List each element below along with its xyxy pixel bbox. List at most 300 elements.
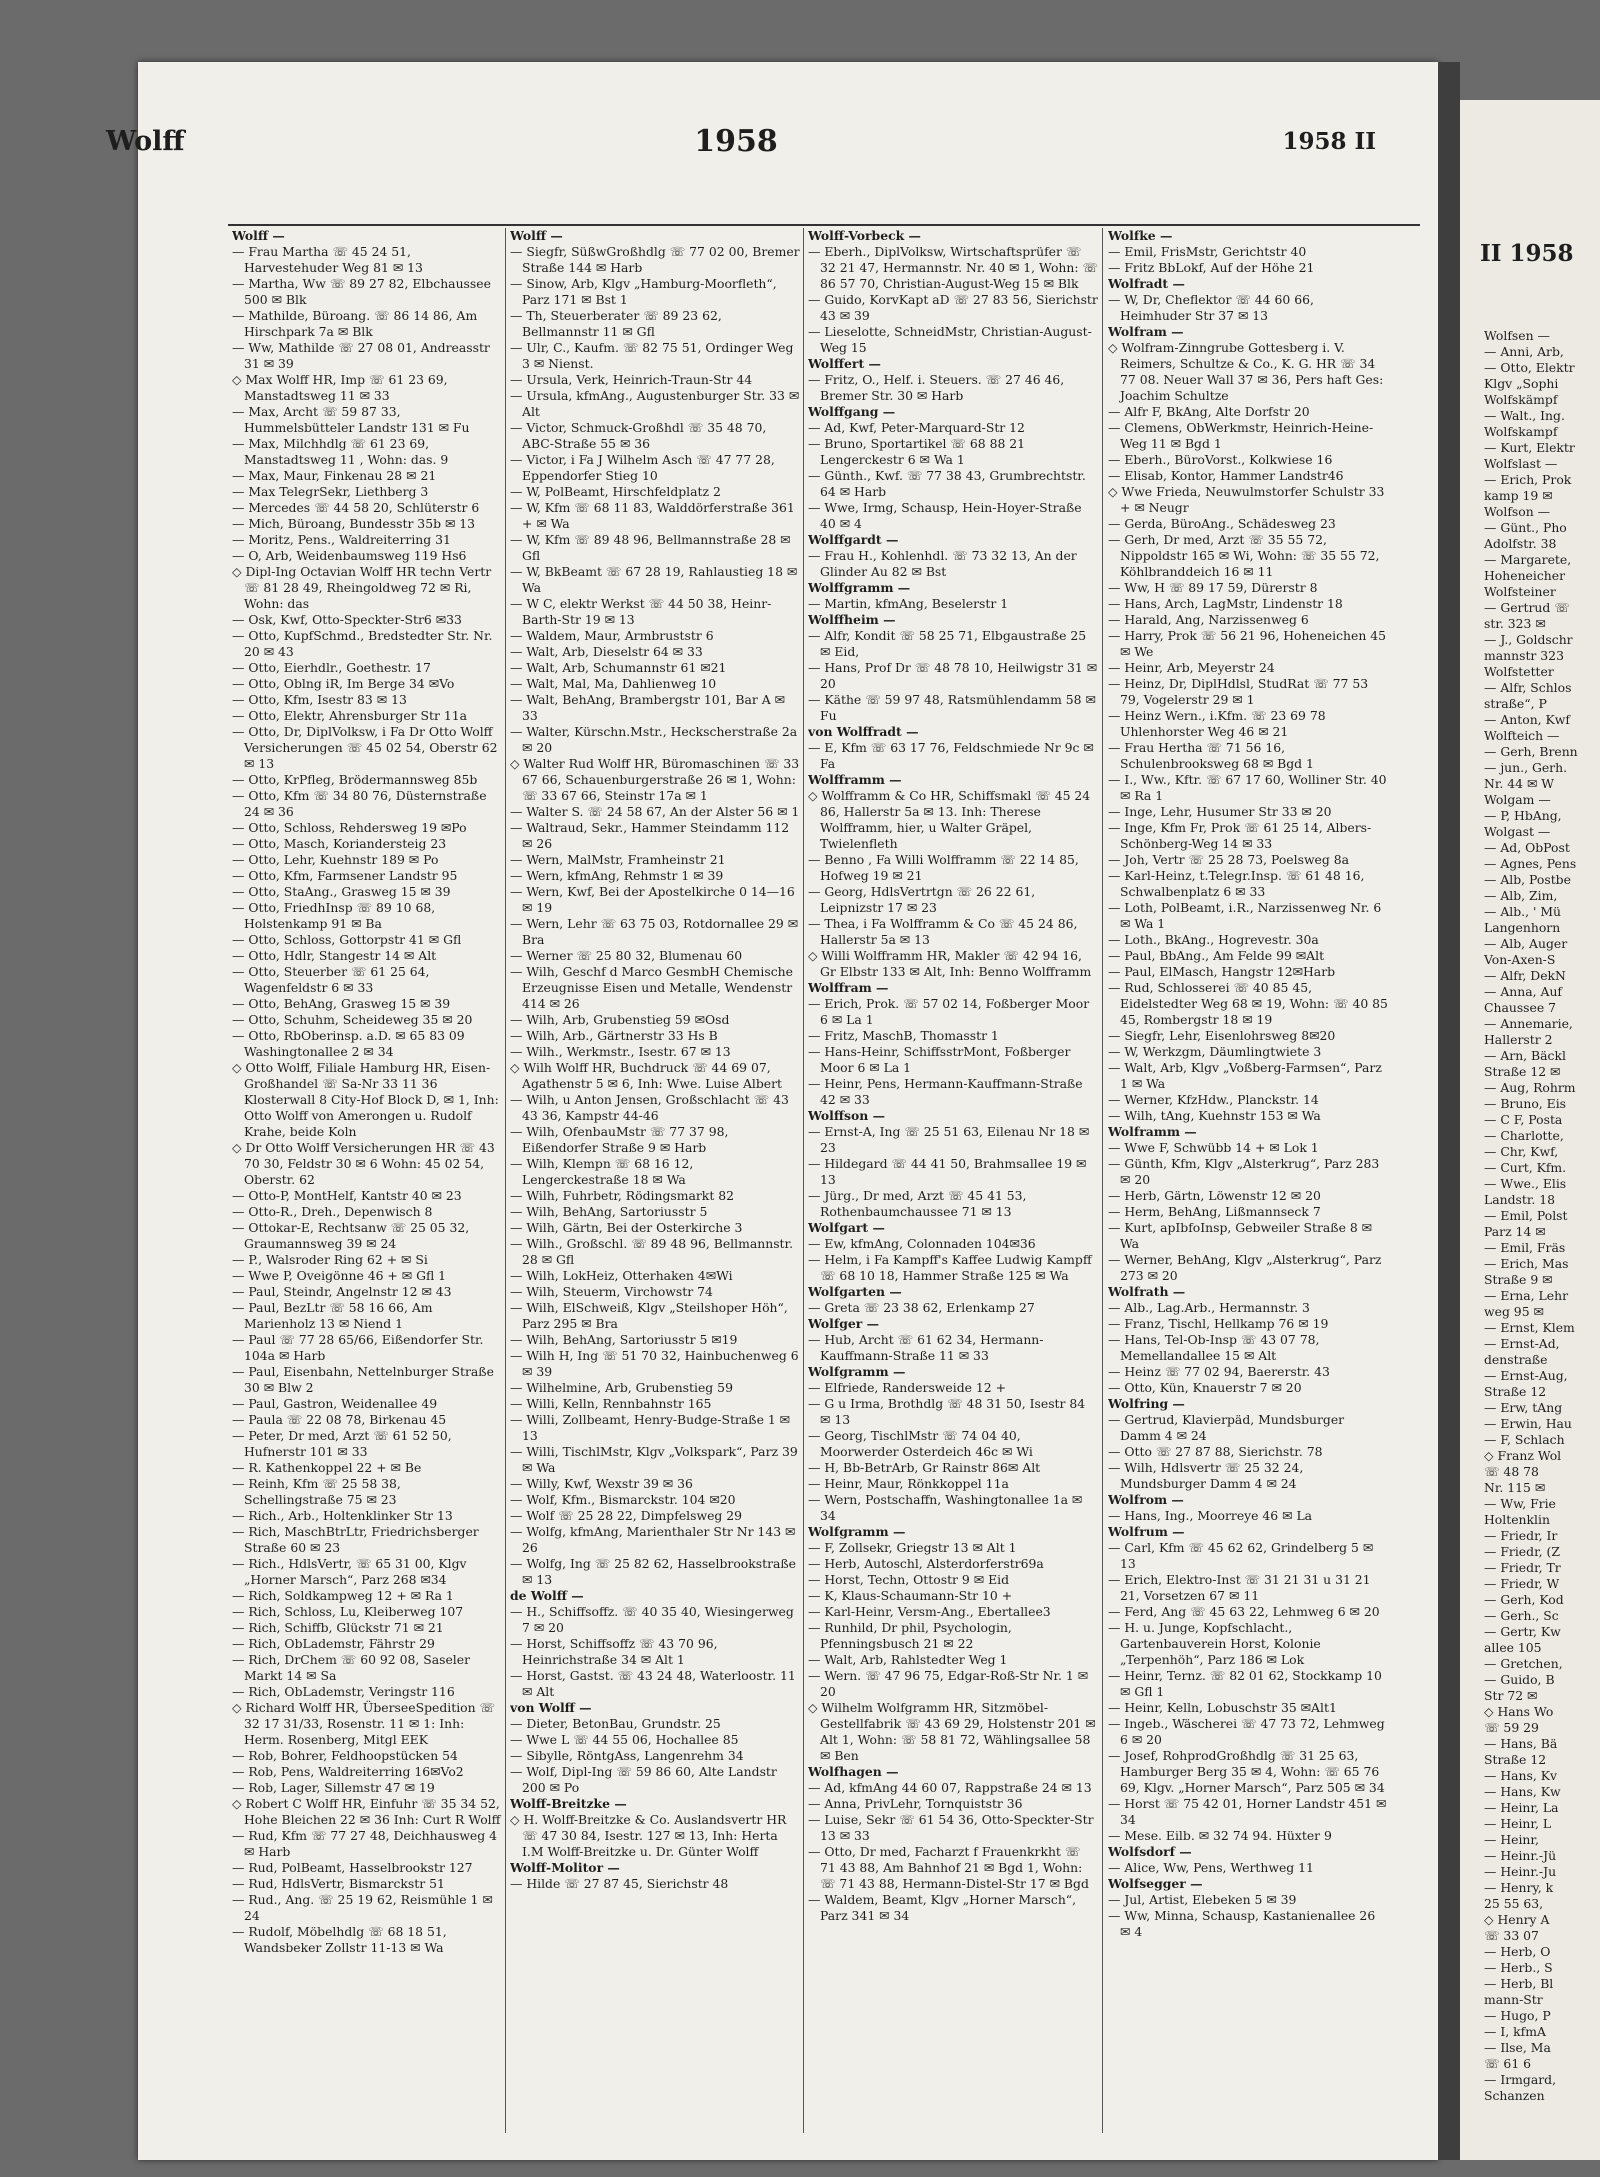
directory-entry: Wolfrum — bbox=[1108, 1524, 1185, 1539]
directory-entry: — Rob, Lager, Sillemstr 47 ✉ 19 bbox=[232, 1780, 435, 1795]
directory-entry: — Max, Maur, Finkenau 28 ✉ 21 bbox=[232, 468, 437, 483]
directory-entry: — Otto, Eierhdlr., Goethestr. 17 bbox=[232, 660, 431, 675]
directory-entry: — Wwe L ☏ 44 55 06, Hochallee 85 bbox=[510, 1732, 739, 1747]
directory-entry: — Elisab, Kontor, Hammer Landstr46 bbox=[1108, 468, 1344, 483]
directory-entry: — Otto, RbOberinsp. a.D. ✉ 65 83 09 Washingtonallee 2 ✉ 34 bbox=[232, 1028, 465, 1059]
directory-entry: — Mese. Eilb. ✉ 32 74 94. Hüxter 9 bbox=[1108, 1828, 1332, 1843]
directory-entry: Wolfsdorf — bbox=[1108, 1844, 1192, 1859]
directory-entry: — Fritz, O., Helf. i. Steuers. ☏ 27 46 46, Bremer Str. 30 ✉ Harb bbox=[808, 372, 1065, 403]
directory-entry: — Heinz, Dr, DiplHdlsl, StudRat ☏ 77 53 79, Vogelerstr 29 ✉ 1 bbox=[1108, 676, 1369, 707]
adjacent-page-entry: — C F, Posta bbox=[1484, 1112, 1563, 1127]
directory-entry: — Willi, Kelln, Rennbahnstr 165 bbox=[510, 1396, 712, 1411]
directory-entry: — Martin, kfmAng, Beselerstr 1 bbox=[808, 596, 1009, 611]
adjacent-page-entry: — F, Schlach bbox=[1484, 1432, 1565, 1447]
adjacent-page-entry: — Ad, ObPost bbox=[1484, 840, 1570, 855]
adjacent-page-entry: mann-Str bbox=[1484, 1992, 1543, 2007]
adjacent-page-entry: — Gerh, Kod bbox=[1484, 1592, 1564, 1607]
adjacent-page-entry: Adolfstr. 38 bbox=[1484, 536, 1557, 551]
directory-entry: — Ww, Mathilde ☏ 27 08 01, Andreasstr 31 ✉ 39 bbox=[232, 340, 490, 371]
adjacent-page-entry: — Heinr, La bbox=[1484, 1800, 1559, 1815]
directory-entry: — Wilh, Gärtn, Bei der Osterkirche 3 bbox=[510, 1220, 743, 1235]
directory-entry: — Wwe F, Schwübb 14 + ✉ Lok 1 bbox=[1108, 1140, 1319, 1155]
adjacent-page-entry: str. 323 ✉ bbox=[1484, 616, 1546, 631]
directory-entry: ◇ Dipl-Ing Octavian Wolff HR techn Vertr ☏ 81 28 49, Rheingoldweg 72 ✉ Ri, Wohn: das bbox=[232, 564, 492, 611]
directory-entry: — W, Dr, Cheflektor ☏ 44 60 66, Heimhuder Str 37 ✉ 13 bbox=[1108, 292, 1314, 323]
directory-entry: — Victor, i Fa J Wilhelm Asch ☏ 47 77 28, Eppendorfer Stieg 10 bbox=[510, 452, 775, 483]
directory-entry: — Ew, kfmAng, Colonnaden 104✉36 bbox=[808, 1236, 1036, 1251]
directory-entry: — Alfr, Kondit ☏ 58 25 71, Elbgaustraße 25 ✉ Eid, bbox=[808, 628, 1087, 659]
adjacent-page-entry: Nr. 44 ✉ W bbox=[1484, 776, 1555, 791]
directory-entry: Wolffert — bbox=[808, 356, 881, 371]
directory-entry: — Wolf, Kfm., Bismarckstr. 104 ✉20 bbox=[510, 1492, 736, 1507]
directory-entry: — Max, Milchhdlg ☏ 61 23 69, Manstadtsweg 11 , Wohn: das. 9 bbox=[232, 436, 449, 467]
adjacent-page-entry: Schanzen bbox=[1484, 2088, 1545, 2103]
directory-entry: — Walt, Arb, Dieselstr 64 ✉ 33 bbox=[510, 644, 703, 659]
column-divider bbox=[1102, 228, 1103, 2133]
directory-entry: — Otto, Schloss, Gottorpstr 41 ✉ Gfl bbox=[232, 932, 462, 947]
directory-entry: — Waltraud, Sekr., Hammer Steindamm 112 ✉ 26 bbox=[510, 820, 790, 851]
directory-entry: — Wolf, Dipl-Ing ☏ 59 86 60, Alte Landstr 200 ✉ Po bbox=[510, 1764, 777, 1795]
directory-entry: — Paul ☏ 77 28 65/66, Eißendorfer Str. 104a ✉ Harb bbox=[232, 1332, 484, 1363]
directory-entry: — Werner ☏ 25 80 32, Blumenau 60 bbox=[510, 948, 743, 963]
adjacent-page-entry: — Guido, B bbox=[1484, 1672, 1555, 1687]
directory-entry: — Ferd, Ang ☏ 45 63 22, Lehmweg 6 ✉ 20 bbox=[1108, 1604, 1380, 1619]
directory-entry: — Wilh, OfenbauMstr ☏ 77 37 98, Eißendorfer Straße 9 ✉ Harb bbox=[510, 1124, 729, 1155]
adjacent-page-entry: denstraße bbox=[1484, 1352, 1548, 1367]
adjacent-page-entry: — Herb, Bl bbox=[1484, 1976, 1554, 1991]
directory-entry: — Erich, Elektro-Inst ☏ 31 21 31 u 31 21 21, Vorsetzen 67 ✉ 11 bbox=[1108, 1572, 1371, 1603]
directory-entry: — Sibylle, RöntgAss, Langenrehm 34 bbox=[510, 1748, 744, 1763]
directory-entry: — Rich, Schloss, Lu, Kleiberweg 107 bbox=[232, 1604, 464, 1619]
directory-entry: — Hans, Tel-Ob-Insp ☏ 43 07 78, Memellandallee 15 ✉ Alt bbox=[1108, 1332, 1320, 1363]
directory-entry: ◇ Wilh Wolff HR, Buchdruck ☏ 44 69 07, Agathenstr 5 ✉ 6, Inh: Wwe. Luise Albert bbox=[510, 1060, 783, 1091]
adjacent-page-entry: ◇ Henry A bbox=[1484, 1912, 1550, 1927]
adjacent-page-entry: — Chr, Kwf, bbox=[1484, 1144, 1559, 1159]
directory-entry: — Eberh., BüroVorst., Kolkwiese 16 bbox=[1108, 452, 1333, 467]
directory-entry: — Wilh, Arb., Gärtnerstr 33 Hs B bbox=[510, 1028, 718, 1043]
directory-entry: Wolffheim — bbox=[808, 612, 896, 627]
directory-entry: — Otto, Dr med, Facharzt f Frauenkrkht ☏ 71 43 88, Am Bahnhof 21 ✉ Bgd 1, Wohn: ☏ 71 43 88, Hermann-Distel-Str 17 ✉ Bgd bbox=[808, 1844, 1089, 1891]
directory-entry: — Wilh, Hdlsvertr ☏ 25 32 24, Mundsburger Damm 4 ✉ 24 bbox=[1108, 1460, 1304, 1491]
header-volume: 1958 II bbox=[1282, 128, 1376, 155]
directory-entry: — Alb., Lag.Arb., Hermannstr. 3 bbox=[1108, 1300, 1310, 1315]
adjacent-page-entry: ☏ 59 29 bbox=[1484, 1720, 1539, 1735]
adjacent-page-entry: — Walt., Ing. bbox=[1484, 408, 1565, 423]
directory-entry: Wolff — bbox=[232, 228, 285, 243]
adjacent-page-entry: — Anna, Auf bbox=[1484, 984, 1563, 999]
adjacent-page-entry: — Kurt, Elektr bbox=[1484, 440, 1575, 455]
directory-entry: — Greta ☏ 23 38 62, Erlenkamp 27 bbox=[808, 1300, 1035, 1315]
directory-entry: — Wern, Lehr ☏ 63 75 03, Rotdornallee 29 ✉ Bra bbox=[510, 916, 799, 947]
directory-entry: — Inge, Kfm Fr, Prok ☏ 61 25 14, Albers-Schönberg-Weg 14 ✉ 33 bbox=[1108, 820, 1372, 851]
column-4 bbox=[1108, 228, 1388, 2138]
directory-entry: — Gerh, Dr med, Arzt ☏ 35 55 72, Nippoldstr 165 ✉ Wi, Wohn: ☏ 35 55 72, Köhlbranddeich 16 ✉ 11 bbox=[1108, 532, 1380, 579]
directory-entry: — Alfr F, BkAng, Alte Dorfstr 20 bbox=[1108, 404, 1310, 419]
adjacent-page-entry: — Alfr, DekN bbox=[1484, 968, 1566, 983]
adjacent-page-entry: weg 95 ✉ bbox=[1484, 1304, 1544, 1319]
directory-entry: — Siegfr, Lehr, Eisenlohrsweg 8✉20 bbox=[1108, 1028, 1336, 1043]
directory-entry: — Otto, StaAng., Grasweg 15 ✉ 39 bbox=[232, 884, 451, 899]
directory-entry: — Victor, Schmuck-Großhdl ☏ 35 48 70, ABC-Straße 55 ✉ 36 bbox=[510, 420, 767, 451]
directory-entry: — Paul, ElMasch, Hangstr 12✉Harb bbox=[1108, 964, 1336, 979]
adjacent-page-entry: — Margarete, bbox=[1484, 552, 1572, 567]
directory-entry: — Otto, Kün, Knauerstr 7 ✉ 20 bbox=[1108, 1380, 1302, 1395]
adjacent-page-entry: — Annemarie, bbox=[1484, 1016, 1573, 1031]
directory-entry: — Rud, Kfm ☏ 77 27 48, Deichhausweg 4 ✉ Harb bbox=[232, 1828, 498, 1859]
directory-entry: — Wern, MalMstr, Framheinstr 21 bbox=[510, 852, 726, 867]
directory-entry: Wolffgardt — bbox=[808, 532, 899, 547]
directory-entry: — Sinow, Arb, Klgv „Hamburg-Moorfleth“, Parz 171 ✉ Bst 1 bbox=[510, 276, 777, 307]
directory-entry: — Wilh, BehAng, Sartoriusstr 5 ✉19 bbox=[510, 1332, 738, 1347]
adjacent-page-entry: Hoheneicher bbox=[1484, 568, 1566, 583]
directory-entry: — Georg, HdlsVertrtgn ☏ 26 22 61, Leipnizstr 17 ✉ 23 bbox=[808, 884, 1036, 915]
adjacent-page-entry: Von-Axen-S bbox=[1484, 952, 1556, 967]
adjacent-page-entry: Klgv „Sophi bbox=[1484, 376, 1559, 391]
column-3 bbox=[808, 228, 1098, 2138]
directory-entry: — Gerda, BüroAng., Schädesweg 23 bbox=[1108, 516, 1336, 531]
adjacent-page-entry: — Herb, O bbox=[1484, 1944, 1551, 1959]
directory-entry: ◇ Otto Wolff, Filiale Hamburg HR, Eisen-Großhandel ☏ Sa-Nr 33 11 36 Klosterwall 8 City-Hof Block D, ✉ 1, Inh: Otto Wolff von Amerongen u. Rudolf Krahe, beide Koln bbox=[232, 1060, 499, 1139]
directory-entry: Wolfframm — bbox=[808, 772, 902, 787]
directory-entry: — Otto, FriedhInsp ☏ 89 10 68, Holstenkamp 91 ✉ Ba bbox=[232, 900, 436, 931]
directory-entry: von Wolffradt — bbox=[808, 724, 919, 739]
directory-entry: — Heinr, Arb, Meyerstr 24 bbox=[1108, 660, 1275, 675]
directory-entry: — Walt, BehAng, Brambergstr 101, Bar A ✉ 33 bbox=[510, 692, 785, 723]
directory-entry: ◇ Robert C Wolff HR, Einfuhr ☏ 35 34 52, Hohe Bleichen 22 ✉ 36 Inh: Curt R Wolff bbox=[232, 1796, 501, 1827]
adjacent-page-entry: — Emil, Polst bbox=[1484, 1208, 1568, 1223]
directory-entry: — Karl-Heinr, Versm-Ang., Ebertallee3 bbox=[808, 1604, 1051, 1619]
directory-entry: Wolfger — bbox=[808, 1316, 879, 1331]
directory-entry: Wolfgarten — bbox=[808, 1284, 902, 1299]
adjacent-page-entry: Wolfslast — bbox=[1484, 456, 1558, 471]
directory-entry: — Wilh, BehAng, Sartoriusstr 5 bbox=[510, 1204, 708, 1219]
directory-entry: — Rich, Soldkampweg 12 + ✉ Ra 1 bbox=[232, 1588, 454, 1603]
directory-entry: Wolfsegger — bbox=[1108, 1876, 1203, 1891]
directory-entry: — Paul, BbAng., Am Felde 99 ✉Alt bbox=[1108, 948, 1325, 963]
directory-entry: — Günth., Kwf. ☏ 77 38 43, Grumbrechtstr. 64 ✉ Harb bbox=[808, 468, 1086, 499]
directory-entry: Wolff-Vorbeck — bbox=[808, 228, 921, 243]
directory-entry: Wolfke — bbox=[1108, 228, 1173, 243]
directory-entry: — Hildegard ☏ 44 41 50, Brahmsallee 19 ✉ 13 bbox=[808, 1156, 1087, 1187]
directory-entry: — Horst ☏ 75 42 01, Horner Landstr 451 ✉ 34 bbox=[1108, 1796, 1387, 1827]
adjacent-page-entry: Straße 12 bbox=[1484, 1384, 1547, 1399]
directory-entry: — Otto, Masch, Koriandersteig 23 bbox=[232, 836, 447, 851]
directory-entry: — Heinr, Maur, Rönkkoppel 11a bbox=[808, 1476, 1009, 1491]
directory-entry: — Wilh., Großschl. ☏ 89 48 96, Bellmannstr. 28 ✉ Gfl bbox=[510, 1236, 794, 1267]
directory-entry: — Kurt, apIbfoInsp, Gebweiler Straße 8 ✉ Wa bbox=[1108, 1220, 1373, 1251]
directory-entry: — Wilh, Arb, Grubenstieg 59 ✉Osd bbox=[510, 1012, 730, 1027]
adjacent-page-entry: — Heinr.-Jü bbox=[1484, 1848, 1557, 1863]
adjacent-page-entry: — Hugo, P bbox=[1484, 2008, 1551, 2023]
directory-entry: — H., Schiffsoffz. ☏ 40 35 40, Wiesingerweg 7 ✉ 20 bbox=[510, 1604, 794, 1635]
directory-entry: — I., Ww., Kftr. ☏ 67 17 60, Wolliner Str. 40 ✉ Ra 1 bbox=[1108, 772, 1387, 803]
directory-entry: — Max, Archt ☏ 59 87 33, Hummelsbütteler Landstr 131 ✉ Fu bbox=[232, 404, 470, 435]
adjacent-page-entry: Wolfson — bbox=[1484, 504, 1551, 519]
directory-entry: — Rudolf, Möbelhdlg ☏ 68 18 51, Wandsbeker Zollstr 11-13 ✉ Wa bbox=[232, 1924, 447, 1955]
directory-entry: — Loth, PolBeamt, i.R., Narzissenweg Nr. 6 ✉ Wa 1 bbox=[1108, 900, 1382, 931]
directory-entry: — W, PolBeamt, Hirschfeldplatz 2 bbox=[510, 484, 721, 499]
directory-entry: — Dieter, BetonBau, Grundstr. 25 bbox=[510, 1716, 721, 1731]
adjacent-page-entry: — Heinr, L bbox=[1484, 1816, 1552, 1831]
directory-entry: — Waldem, Beamt, Klgv „Horner Marsch“, Parz 341 ✉ 34 bbox=[808, 1892, 1077, 1923]
adjacent-page-entry: — Gerh., Sc bbox=[1484, 1608, 1559, 1623]
directory-entry: — Heinr, Kelln, Lobuschstr 35 ✉Alt1 bbox=[1108, 1700, 1337, 1715]
adjacent-page-entry: — jun., Gerh. bbox=[1484, 760, 1568, 775]
adjacent-page-entry: — Alb, Auger bbox=[1484, 936, 1568, 951]
directory-entry: Wolfram — bbox=[1108, 324, 1184, 339]
directory-entry: — Wilh H, Ing ☏ 51 70 32, Hainbuchenweg 6 ✉ 39 bbox=[510, 1348, 799, 1379]
directory-entry: — Otto, Lehr, Kuehnstr 189 ✉ Po bbox=[232, 852, 439, 867]
directory-entry: — Anna, PrivLehr, Tornquiststr 36 bbox=[808, 1796, 1023, 1811]
directory-entry: — Herb, Gärtn, Löwenstr 12 ✉ 20 bbox=[1108, 1188, 1321, 1203]
adjacent-page-entry: straße“, P bbox=[1484, 696, 1547, 711]
directory-entry: — Rich., HdlsVertr, ☏ 65 31 00, Klgv „Horner Marsch“, Parz 268 ✉34 bbox=[232, 1556, 467, 1587]
directory-entry: — Frau Martha ☏ 45 24 51, Harvestehuder Weg 81 ✉ 13 bbox=[232, 244, 423, 275]
directory-entry: ◇ Wwe Frieda, Neuwulmstorfer Schulstr 33 + ✉ Neugr bbox=[1108, 484, 1385, 515]
directory-entry: — Wilh, LokHeiz, Otterhaken 4✉Wi bbox=[510, 1268, 733, 1283]
directory-entry: — Ingeb., Wäscherei ☏ 47 73 72, Lehmweg 6 ✉ 20 bbox=[1108, 1716, 1385, 1747]
directory-entry: — Heinz Wern., i.Kfm. ☏ 23 69 78 Uhlenhorster Weg 46 ✉ 21 bbox=[1108, 708, 1326, 739]
directory-entry: — Horst, Gastst. ☏ 43 24 48, Waterloostr. 11 ✉ Alt bbox=[510, 1668, 796, 1699]
directory-entry: — O, Arb, Weidenbaumsweg 119 Hs6 bbox=[232, 548, 467, 563]
directory-entry: — Wilh, Klempn ☏ 68 16 12, Lengerckestraße 18 ✉ Wa bbox=[510, 1156, 694, 1187]
directory-entry: — Alice, Ww, Pens, Werthweg 11 bbox=[1108, 1860, 1314, 1875]
adjacent-page-entry: — Alb., ' Mü bbox=[1484, 904, 1561, 919]
directory-entry: — Ursula, Verk, Heinrich-Traun-Str 44 bbox=[510, 372, 753, 387]
directory-entry: — Willi, TischlMstr, Klgv „Volkspark“, Parz 39 ✉ Wa bbox=[510, 1444, 798, 1475]
adjacent-page-entry: — Ww, Frie bbox=[1484, 1496, 1556, 1511]
directory-entry: — Georg, TischlMstr ☏ 74 04 40, Moorwerder Osterdeich 46c ✉ Wi bbox=[808, 1428, 1033, 1459]
directory-entry: — Paul, BezLtr ☏ 58 16 66, Am Marienholz 13 ✉ Niend 1 bbox=[232, 1300, 433, 1331]
adjacent-page-entry: Wolgast — bbox=[1484, 824, 1551, 839]
directory-entry: — Carl, Kfm ☏ 45 62 62, Grindelberg 5 ✉ 13 bbox=[1108, 1540, 1374, 1571]
adjacent-page-entry: Wolfstetter bbox=[1484, 664, 1554, 679]
directory-entry: — Wwe, Irmg, Schausp, Hein-Hoyer-Straße 40 ✉ 4 bbox=[808, 500, 1082, 531]
directory-entry: — Rich, Schiffb, Glückstr 71 ✉ 21 bbox=[232, 1620, 444, 1635]
directory-entry: — Otto, Dr, DiplVolksw, i Fa Dr Otto Wolff Versicherungen ☏ 45 02 54, Oberstr 62 ✉ 13 bbox=[232, 724, 498, 771]
adjacent-page-entry: Str 72 ✉ bbox=[1484, 1688, 1538, 1703]
directory-entry: — Thea, i Fa Wolfframm & Co ☏ 45 24 86, Hallerstr 5a ✉ 13 bbox=[808, 916, 1078, 947]
directory-entry: — W, Kfm ☏ 89 48 96, Bellmannstraße 28 ✉ Gfl bbox=[510, 532, 791, 563]
directory-entry: — Mathilde, Büroang. ☏ 86 14 86, Am Hirschpark 7a ✉ Blk bbox=[232, 308, 478, 339]
directory-entry: — Runhild, Dr phil, Psychologin, Pfenningsbusch 21 ✉ 22 bbox=[808, 1620, 1012, 1651]
adjacent-page-entry: — Erna, Lehr bbox=[1484, 1288, 1569, 1303]
directory-entry: Wolfgart — bbox=[808, 1220, 885, 1235]
adjacent-page-entry: — Gretchen, bbox=[1484, 1656, 1563, 1671]
directory-entry: — Willi, Zollbeamt, Henry-Budge-Straße 1 ✉ 13 bbox=[510, 1412, 791, 1443]
directory-entry: — Willy, Kwf, Wexstr 39 ✉ 36 bbox=[510, 1476, 693, 1491]
column-divider bbox=[803, 228, 804, 2133]
directory-entry: — Max TelegrSekr, Liethberg 3 bbox=[232, 484, 429, 499]
directory-entry: — Eberh., DiplVolksw, Wirtschaftsprüfer ☏ 32 21 47, Hermannstr. Nr. 40 ✉ 1, Wohn: ☏ 86 57 70, Christian-August-Weg 15 ✉ Blk bbox=[808, 244, 1098, 291]
directory-entry: — Wolfg, kfmAng, Marienthaler Str Nr 143 ✉ 26 bbox=[510, 1524, 796, 1555]
directory-entry: — W C, elektr Werkst ☏ 44 50 38, Heinr-Barth-Str 19 ✉ 13 bbox=[510, 596, 772, 627]
directory-entry: — Paul, Steindr, Angelnstr 12 ✉ 43 bbox=[232, 1284, 452, 1299]
directory-entry: — Ottokar-E, Rechtsanw ☏ 25 05 32, Graumannsweg 39 ✉ 24 bbox=[232, 1220, 470, 1251]
adjacent-page-entry: Straße 9 ✉ bbox=[1484, 1272, 1553, 1287]
directory-entry: — Harry, Prok ☏ 56 21 96, Hoheneichen 45 ✉ We bbox=[1108, 628, 1387, 659]
adjacent-page-entry: — Alb, Postbe bbox=[1484, 872, 1571, 887]
directory-entry: — Frau Hertha ☏ 71 56 16, Schulenbrooksweg 68 ✉ Bgd 1 bbox=[1108, 740, 1314, 771]
directory-entry: — Benno , Fa Willi Wolfframm ☏ 22 14 85, Hofweg 19 ✉ 21 bbox=[808, 852, 1079, 883]
directory-entry: — Wern. ☏ 47 96 75, Edgar-Roß-Str Nr. 1 ✉ 20 bbox=[808, 1668, 1089, 1699]
adjacent-page-entry: — Otto, Elektr bbox=[1484, 360, 1575, 375]
directory-entry: ◇ Max Wolff HR, Imp ☏ 61 23 69, Manstadtsweg 11 ✉ 33 bbox=[232, 372, 448, 403]
adjacent-page-entry: — Hans, Bä bbox=[1484, 1736, 1558, 1751]
directory-entry: — Heinr, Ternz. ☏ 82 01 62, Stockkamp 10 ✉ Gfl 1 bbox=[1108, 1668, 1382, 1699]
directory-entry: — Hilde ☏ 27 87 45, Sierichstr 48 bbox=[510, 1876, 729, 1891]
adjacent-page-entry: Wolfsen — bbox=[1484, 328, 1550, 343]
directory-entry: — Walt, Arb, Klgv „Voßberg-Farmsen“, Parz 1 ✉ Wa bbox=[1108, 1060, 1382, 1091]
adjacent-page-entry: — Anni, Arb, bbox=[1484, 344, 1564, 359]
directory-entry: — Rich, MaschBtrLtr, Friedrichsberger Straße 60 ✉ 23 bbox=[232, 1524, 479, 1555]
directory-entry: — Jul, Artist, Elebeken 5 ✉ 39 bbox=[1108, 1892, 1297, 1907]
directory-entry: Wolfring — bbox=[1108, 1396, 1185, 1411]
directory-entry: Wolff-Breitzke — bbox=[510, 1796, 627, 1811]
page-header bbox=[96, 116, 1376, 166]
directory-entry: ◇ Dr Otto Wolff Versicherungen HR ☏ 43 70 30, Feldstr 30 ✉ 6 Wohn: 45 02 54, Oberstr. 62 bbox=[232, 1140, 495, 1187]
directory-entry: — Ww, Minna, Schausp, Kastanienallee 26 ✉ 4 bbox=[1108, 1908, 1376, 1939]
directory-entry: — Otto ☏ 27 87 88, Sierichstr. 78 bbox=[1108, 1444, 1323, 1459]
column-divider bbox=[505, 228, 506, 2133]
directory-entry: — Erich, Prok. ☏ 57 02 14, Foßberger Moor 6 ✉ La 1 bbox=[808, 996, 1090, 1027]
directory-entry: — Paul, Gastron, Weidenallee 49 bbox=[232, 1396, 438, 1411]
directory-entry: — Ulr, C., Kaufm. ☏ 82 75 51, Ordinger Weg 3 ✉ Nienst. bbox=[510, 340, 794, 371]
directory-entry: — Paula ☏ 22 08 78, Birkenau 45 bbox=[232, 1412, 447, 1427]
directory-entry: — Wern, Postschaffn, Washingtonallee 1a ✉ 34 bbox=[808, 1492, 1083, 1523]
directory-entry: — F, Zollsekr, Griegstr 13 ✉ Alt 1 bbox=[808, 1540, 1017, 1555]
directory-entry: — W, BkBeamt ☏ 67 28 19, Rahlaustieg 18 ✉ Wa bbox=[510, 564, 798, 595]
adjacent-page-entry: ☏ 48 78 bbox=[1484, 1464, 1539, 1479]
directory-entry: Wolff — bbox=[510, 228, 563, 243]
directory-entry: — Hans-Heinr, SchiffsstrMont, Foßberger Moor 6 ✉ La 1 bbox=[808, 1044, 1071, 1075]
directory-entry: — Wilh, Steuerm, Virchowstr 74 bbox=[510, 1284, 713, 1299]
directory-entry: — Reinh, Kfm ☏ 25 58 38, Schellingstraße 75 ✉ 23 bbox=[232, 1476, 401, 1507]
directory-entry: — Martha, Ww ☏ 89 27 82, Elbchaussee 500 ✉ Blk bbox=[232, 276, 491, 307]
directory-entry: — Herm, BehAng, Lißmannseck 7 bbox=[1108, 1204, 1321, 1219]
directory-entry: ◇ Wilhelm Wolfgramm HR, Sitzmöbel-Gestellfabrik ☏ 43 69 29, Holstenstr 201 ✉ Alt 1, Wohn: ☏ 58 81 72, Wählingsallee 58 ✉ Ben bbox=[808, 1700, 1096, 1763]
directory-entry: — Rich, ObLademstr, Veringstr 116 bbox=[232, 1684, 455, 1699]
adjacent-page-entry: ☏ 33 07 bbox=[1484, 1928, 1539, 1943]
directory-entry: — Peter, Dr med, Arzt ☏ 61 52 50, Hufnerstr 101 ✉ 33 bbox=[232, 1428, 452, 1459]
adjacent-page-entry: — Anton, Kwf bbox=[1484, 712, 1571, 727]
adjacent-page-entry: — Ernst, Klem bbox=[1484, 1320, 1575, 1335]
directory-entry: — Otto, KrPfleg, Brödermannsweg 85b bbox=[232, 772, 478, 787]
adjacent-page-entry: Landstr. 18 bbox=[1484, 1192, 1556, 1207]
adjacent-page-entry: Wolfsteiner bbox=[1484, 584, 1556, 599]
directory-entry: Wolfrom — bbox=[1108, 1492, 1184, 1507]
directory-entry: ◇ Wolfframm & Co HR, Schiffsmakl ☏ 45 24 86, Hallerstr 5a ✉ 13. Inh: Therese Wolfframm, hier, u Walter Gräpel, Twielenfleth bbox=[808, 788, 1091, 851]
directory-entry: — Wilh, u Anton Jensen, Großschlacht ☏ 43 43 36, Kampstr 44-46 bbox=[510, 1092, 789, 1123]
directory-entry: — Paul, Eisenbahn, Nettelnburger Straße 30 ✉ Blw 2 bbox=[232, 1364, 494, 1395]
adjacent-page-entry: Straße 12 bbox=[1484, 1752, 1547, 1767]
adjacent-page-entry: Parz 14 ✉ bbox=[1484, 1224, 1546, 1239]
directory-entry: — Lieselotte, SchneidMstr, Christian-August-Weg 15 bbox=[808, 324, 1092, 355]
adjacent-page-header: II 1958 bbox=[1480, 240, 1574, 267]
directory-entry: — Fritz BbLokf, Auf der Höhe 21 bbox=[1108, 260, 1315, 275]
directory-entry: — W, Kfm ☏ 68 11 83, Walddörferstraße 361 + ✉ Wa bbox=[510, 500, 795, 531]
directory-entry: von Wolff — bbox=[510, 1700, 592, 1715]
directory-entry: — Siegfr, SüßwGroßhdlg ☏ 77 02 00, Bremer Straße 144 ✉ Harb bbox=[510, 244, 800, 275]
directory-entry: — Wilh, Fuhrbetr, Rödingsmarkt 82 bbox=[510, 1188, 734, 1203]
directory-entry: — Th, Steuerberater ☏ 89 23 62, Bellmannstr 11 ✉ Gfl bbox=[510, 308, 722, 339]
adjacent-page-entry: — J., Goldschr bbox=[1484, 632, 1573, 647]
adjacent-page-entry: — Erich, Prok bbox=[1484, 472, 1572, 487]
adjacent-page-entry: Langenhorn bbox=[1484, 920, 1561, 935]
directory-entry: ◇ Willi Wolfframm HR, Makler ☏ 42 94 16, Gr Elbstr 133 ✉ Alt, Inh: Benno Wolfframm bbox=[808, 948, 1092, 979]
directory-entry: — Wolfg, Ing ☏ 25 82 62, Hasselbrookstraße ✉ 13 bbox=[510, 1556, 797, 1587]
adjacent-page-entry: ☏ 61 6 bbox=[1484, 2056, 1532, 2071]
adjacent-page-entry: mannstr 323 bbox=[1484, 648, 1564, 663]
directory-entry: — Wilh, tAng, Kuehnstr 153 ✉ Wa bbox=[1108, 1108, 1321, 1123]
adjacent-page-entry: — Friedr, (Z bbox=[1484, 1544, 1560, 1559]
adjacent-page-entry: — Henry, k bbox=[1484, 1880, 1554, 1895]
adjacent-page-entry: — Hans, Kv bbox=[1484, 1768, 1557, 1783]
directory-entry: — Otto, Kfm, Isestr 83 ✉ 13 bbox=[232, 692, 407, 707]
adjacent-page-entry: — Hans, Kw bbox=[1484, 1784, 1561, 1799]
adjacent-page-entry: — Ernst-Aug, bbox=[1484, 1368, 1568, 1383]
directory-entry: ◇ Walter Rud Wolff HR, Büromaschinen ☏ 33 67 66, Schauenburgerstraße 26 ✉ 1, Wohn: ☏ 33 67 66, Steinstr 17a ✉ 1 bbox=[510, 756, 800, 803]
directory-entry: — E, Kfm ☏ 63 17 76, Feldschmiede Nr 9c ✉ Fa bbox=[808, 740, 1094, 771]
directory-entry: — Wilhelmine, Arb, Grubenstieg 59 bbox=[510, 1380, 733, 1395]
directory-entry: — Rud, PolBeamt, Hasselbrookstr 127 bbox=[232, 1860, 473, 1875]
directory-entry: — K, Klaus-Schaumann-Str 10 + bbox=[808, 1588, 1013, 1603]
directory-entry: — Rud, Schlosserei ☏ 40 85 45, Eidelstedter Weg 68 ✉ 19, Wohn: ☏ 40 85 45, Rombergstr 18 ✉ 19 bbox=[1108, 980, 1388, 1027]
directory-entry: — Elfriede, Randersweide 12 + bbox=[808, 1380, 1007, 1395]
directory-entry: Wolffson — bbox=[808, 1108, 885, 1123]
directory-entry: — H. u. Junge, Kopfschlacht., Gartenbauverein Horst, Kolonie „Terpenhöh“, Parz 186 ✉ Lok bbox=[1108, 1620, 1321, 1667]
directory-entry: — Wern, kfmAng, Rehmstr 1 ✉ 39 bbox=[510, 868, 724, 883]
directory-entry: — Horst, Schiffsoffz ☏ 43 70 96, Heinrichstraße 34 ✉ Alt 1 bbox=[510, 1636, 718, 1667]
directory-entry: — Bruno, Sportartikel ☏ 68 88 21 Lengerckestr 6 ✉ Wa 1 bbox=[808, 436, 1026, 467]
directory-entry: — Otto, Elektr, Ahrensburger Str 11a bbox=[232, 708, 468, 723]
directory-entry: — H, Bb-BetrArb, Gr Rainstr 86✉ Alt bbox=[808, 1460, 1041, 1475]
directory-entry: — Fritz, MaschB, Thomasstr 1 bbox=[808, 1028, 999, 1043]
adjacent-page-entry: — Heinr.-Ju bbox=[1484, 1864, 1557, 1879]
directory-entry: — Waldem, Maur, Armbruststr 6 bbox=[510, 628, 714, 643]
directory-entry: Wolframm — bbox=[1108, 1124, 1197, 1139]
adjacent-page-entry: — Alb, Zim, bbox=[1484, 888, 1558, 903]
directory-entry: Wolfradt — bbox=[1108, 276, 1185, 291]
adjacent-page-entry: Nr. 115 ✉ bbox=[1484, 1480, 1546, 1495]
directory-entry: Wolffram — bbox=[808, 980, 889, 995]
directory-entry: — Otto, KupfSchmd., Bredstedter Str. Nr. 20 ✉ 43 bbox=[232, 628, 493, 659]
adjacent-page-entry: — Arn, Bäckl bbox=[1484, 1048, 1566, 1063]
directory-entry: — Wern, Kwf, Bei der Apostelkirche 0 14—16 ✉ 19 bbox=[510, 884, 795, 915]
directory-entry: — Heinz ☏ 77 02 94, Baererstr. 43 bbox=[1108, 1364, 1330, 1379]
directory-entry: — Loth., BkAng., Hogrevestr. 30a bbox=[1108, 932, 1319, 947]
directory-entry: — Wwe P, Oveigönne 46 + ✉ Gfl 1 bbox=[232, 1268, 447, 1283]
directory-entry: ◇ H. Wolff-Breitzke & Co. Auslandsvertr HR ☏ 47 30 84, Isestr. 127 ✉ 13, Inh: Herta I.M Wolff-Breitzke u. Dr. Günter Wolff bbox=[510, 1812, 787, 1859]
directory-entry: — Hub, Archt ☏ 61 62 34, Hermann-Kauffmann-Straße 11 ✉ 33 bbox=[808, 1332, 1044, 1363]
directory-entry: — Walter S. ☏ 24 58 67, An der Alster 56 ✉ 1 bbox=[510, 804, 800, 819]
directory-entry: Wolfrath — bbox=[1108, 1284, 1186, 1299]
directory-entry: — Otto, Kfm, Farmsener Landstr 95 bbox=[232, 868, 458, 883]
directory-entry: — Josef, RohprodGroßhdlg ☏ 31 25 63, Hamburger Berg 35 ✉ 4, Wohn: ☏ 65 76 69, Klgv. „Horner Marsch“, Parz 505 ✉ 34 bbox=[1108, 1748, 1385, 1795]
directory-entry: — Rich., Arb., Holtenklinker Str 13 bbox=[232, 1508, 453, 1523]
directory-entry: — R. Kathenkoppel 22 + ✉ Be bbox=[232, 1460, 422, 1475]
directory-entry: — Otto, Hdlr, Stangestr 14 ✉ Alt bbox=[232, 948, 437, 963]
directory-entry: — Walter, Kürschn.Mstr., Heckscherstraße 2a ✉ 20 bbox=[510, 724, 798, 755]
directory-entry: — Emil, FrisMstr, Gerichtstr 40 bbox=[1108, 244, 1307, 259]
directory-entry: — Werner, KfzHdw., Planckstr. 14 bbox=[1108, 1092, 1319, 1107]
adjacent-page-entry: Holtenklin bbox=[1484, 1512, 1550, 1527]
directory-entry: — Otto, Oblng iR, Im Berge 34 ✉Vo bbox=[232, 676, 455, 691]
adjacent-page-entry: — I, kfmA bbox=[1484, 2024, 1546, 2039]
directory-entry: — Joh, Vertr ☏ 25 28 73, Poelsweg 8a bbox=[1108, 852, 1350, 867]
directory-entry: — Käthe ☏ 59 97 48, Ratsmühlendamm 58 ✉ Fu bbox=[808, 692, 1096, 723]
adjacent-page-entry: — Erwin, Hau bbox=[1484, 1416, 1572, 1431]
